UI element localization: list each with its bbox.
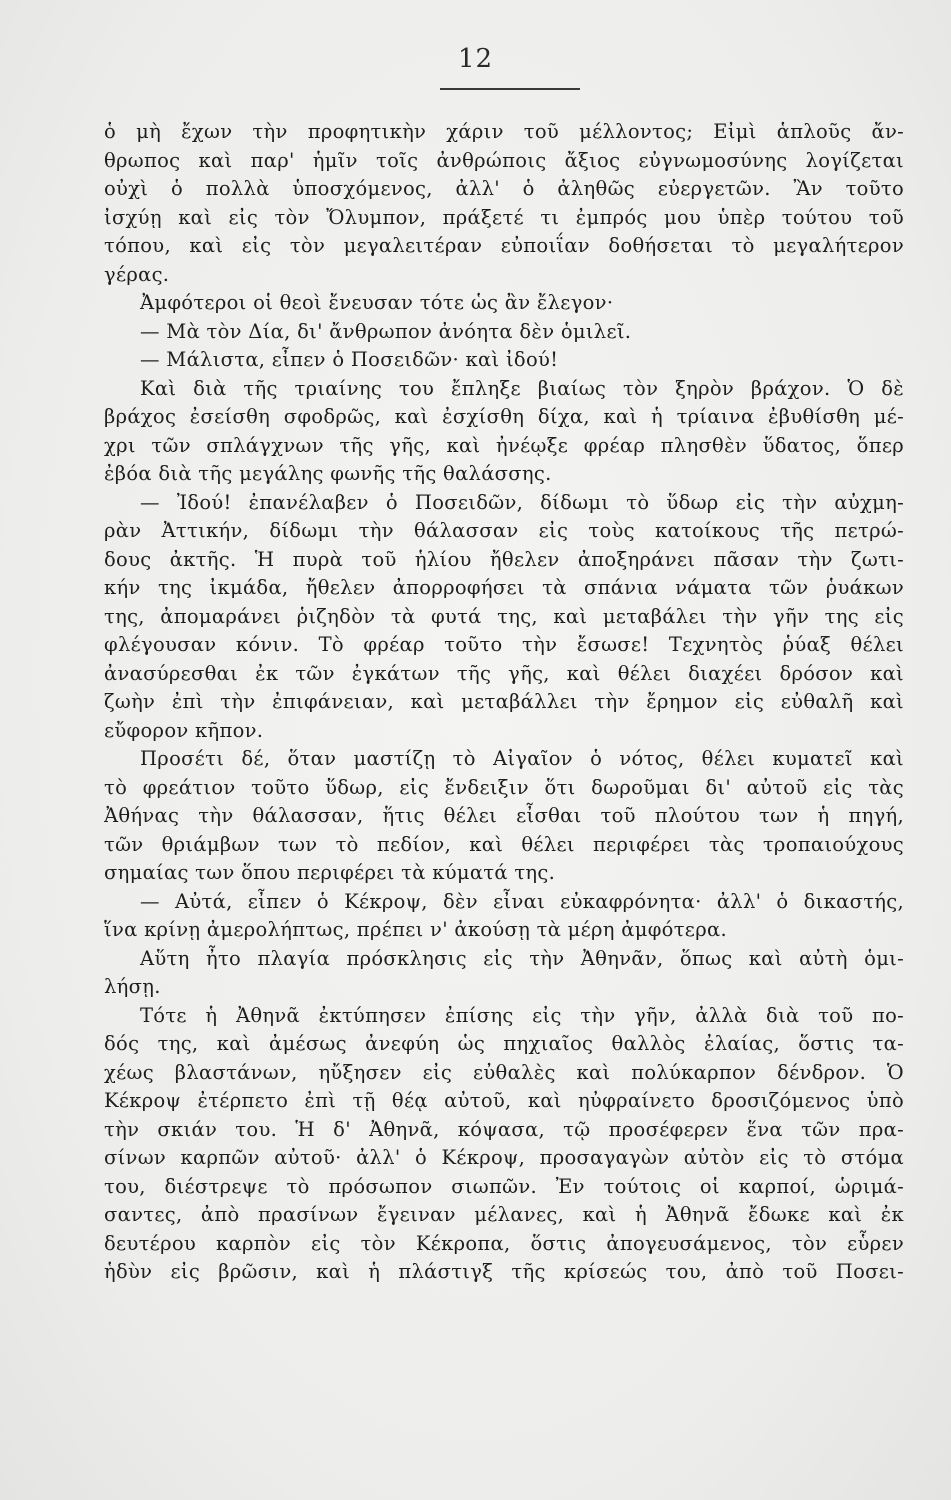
text-line: τὸ φρεάτιον τοῦτο ὕδωρ, εἰς ἔνδειξιν ὅτι δωροῦμαι δι' αὐτοῦ εἰς τὰς <box>104 775 904 799</box>
text-line: — Ἰδού! ἐπανέλαβεν ὁ Ποσειδῶν, δίδωμι τὸ ὕδωρ εἰς τὴν αὐχμη- <box>140 490 904 514</box>
text-line: δός της, καὶ ἀμέσως ἀνεφύη ὡς πηχιαῖος θαλλὸς ἐλαίας, ὅστις τα- <box>104 1032 904 1055</box>
text-line: σίνων καρπῶν αὐτοῦ· ἀλλ' ὁ Κέκροψ, προσαγαγὼν αὐτὸν εἰς τὸ στόμα <box>104 1146 904 1169</box>
text-line: φλέγουσαν κόνιν. Τὸ φρέαρ τοῦτο τὴν ἔσωσε! Τεχνητὸς ῥύαξ θέλει <box>104 633 904 656</box>
text-line: σαντες, ἀπὸ πρασίνων ἔγειναν μέλανες, καὶ ἡ Ἀθηνᾶ ἔδωκε καὶ ἐκ <box>104 1203 904 1226</box>
text-line: Ἀθήνας τὴν θάλασσαν, ἥτις θέλει εἶσθαι τοῦ πλούτου των ἡ πηγή, <box>104 804 904 827</box>
text-line: — Μὰ τὸν Δία, δι' ἄνθρωπον ἀνόητα δὲν ὁμιλεῖ. <box>140 319 632 343</box>
text-line: ἡδὺν εἰς βρῶσιν, καὶ ἡ πλάστιγξ τῆς κρίσεώς του, ἀπὸ τοῦ Ποσει- <box>104 1260 904 1283</box>
text-line: γέρας. <box>104 262 170 286</box>
text-line: ζωὴν ἐπὶ τὴν ἐπιφάνειαν, καὶ μεταβάλλει τὴν ἔρημον εἰς εὐθαλῆ καὶ <box>104 690 904 713</box>
text-line: ἐβόα διὰ τῆς μεγάλης φωνῆς τῆς θαλάσσης. <box>104 462 552 485</box>
text-line: κήν της ἰκμάδα, ἤθελεν ἀπορροφήσει τὰ σπάνια νάματα τῶν ῥυάκων <box>104 576 904 599</box>
text-line: δους ἀκτῆς. Ἡ πυρὰ τοῦ ἡλίου ἤθελεν ἀποξηράνει πᾶσαν τὴν ζωτι- <box>104 547 904 571</box>
text-line: χρι τῶν σπλάγχνων τῆς γῆς, καὶ ἠνέῳξε φρέαρ πλησθὲν ὕδατος, ὅπερ <box>104 433 904 457</box>
text-line: εὔφορον κῆπον. <box>104 718 264 742</box>
text-line: θρωπος καὶ παρ' ἡμῖν τοῖς ἀνθρώποις ἄξιος εὐγνωμοσύνης λογίζεται <box>104 148 904 172</box>
text-line: Ἀμφότεροι οἱ θεοὶ ἔνευσαν τότε ὡς ἂν ἔλεγον· <box>140 291 614 314</box>
body-text <box>104 118 904 1287</box>
text-line: Αὕτη ἦτο πλαγία πρόσκλησις εἰς τὴν Ἀθηνᾶν, ὅπως καὶ αὐτὴ ὁμι- <box>140 946 904 970</box>
text-line: Καὶ διὰ τῆς τριαίνης του ἔπληξε βιαίως τὸν ξηρὸν βράχον. Ὁ δὲ <box>140 376 904 400</box>
text-line: δευτέρου καρπὸν εἰς τὸν Κέκροπα, ὅστις ἀπογευσάμενος, τὸν εὗρεν <box>104 1231 904 1255</box>
text-line: του, διέστρεψε τὸ πρόσωπον σιωπῶν. Ἐν τούτοις οἱ καρποί, ὡριμά- <box>104 1174 904 1198</box>
text-line: — Αὐτά, εἶπεν ὁ Κέκροψ, δὲν εἶναι εὐκαφρόνητα· ἀλλ' ὁ δικαστής, <box>140 889 904 913</box>
text-line: οὐχὶ ὁ πολλὰ ὑποσχόμενος, ἀλλ' ὁ ἀληθῶς εὐεργετῶν. Ἂν τοῦτο <box>104 177 904 200</box>
text-line: χέως βλαστάνων, ηὔξησεν εἰς εὐθαλὲς καὶ πολύκαρπον δένδρον. Ὁ <box>104 1060 904 1084</box>
text-line: βράχος ἐσείσθη σφοδρῶς, καὶ ἐσχίσθη δίχα, καὶ ἡ τρίαινα ἐβυθίσθη μέ- <box>104 405 904 428</box>
text-line: τόπου, καὶ εἰς τὸν μεγαλειτέραν εὐποιΐαν δοθήσεται τὸ μεγαλήτερον <box>104 234 904 257</box>
text-line: ὁ μὴ ἔχων τὴν προφητικὴν χάριν τοῦ μέλλοντος; Εἰμὶ ἁπλοῦς ἄν- <box>104 120 904 143</box>
text-line: ρὰν Ἀττικήν, δίδωμι τὴν θάλασσαν εἰς τοὺς κατοίκους τῆς πετρώ- <box>104 519 904 542</box>
text-line: σημαίας των ὅπου περιφέρει τὰ κύματά της. <box>104 861 556 884</box>
text-line: τὴν σκιάν του. Ἡ δ' Ἀθηνᾶ, κόψασα, τῷ προσέφερεν ἕνα τῶν πρα- <box>104 1117 904 1141</box>
text-line: τῶν θριάμβων των τὸ πεδίον, καὶ θέλει περιφέρει τὰς τροπαιούχους <box>104 832 904 856</box>
text-line: Προσέτι δέ, ὅταν μαστίζῃ τὸ Αἰγαῖον ὁ νότος, θέλει κυματεῖ καὶ <box>140 747 904 770</box>
page-number: 12 <box>457 44 494 74</box>
text-line: της, ἀπομαράνει ῥιζηδὸν τὰ φυτά της, καὶ μεταβάλει τὴν γῆν της εἰς <box>104 604 904 628</box>
text-line: Κέκροψ ἐτέρπετο ἐπὶ τῇ θέᾳ αὐτοῦ, καὶ ηὐφραίνετο δροσιζόμενος ὑπὸ <box>104 1089 904 1112</box>
text-line: — Μάλιστα, εἶπεν ὁ Ποσειδῶν· καὶ ἰδού! <box>140 348 559 371</box>
text-line: Τότε ἡ Ἀθηνᾶ ἐκτύπησεν ἐπίσης εἰς τὴν γῆν, ἀλλὰ διὰ τοῦ πο- <box>140 1003 904 1027</box>
text-line: ἀνασύρεσθαι ἐκ τῶν ἐγκάτων τῆς γῆς, καὶ θέλει διαχέει δρόσον καὶ <box>104 661 904 685</box>
text-line: ἵνα κρίνῃ ἀμερολήπτως, πρέπει ν' ἀκούσῃ τὰ μέρη ἀμφότερα. <box>104 918 727 941</box>
text-line: ἰσχύῃ καὶ εἰς τὸν Ὄλυμπον, πράξετέ τι ἐμπρός μου ὑπὲρ τούτου τοῦ <box>104 205 904 229</box>
text-line: λήσῃ. <box>104 975 161 998</box>
header-rule <box>440 88 580 90</box>
